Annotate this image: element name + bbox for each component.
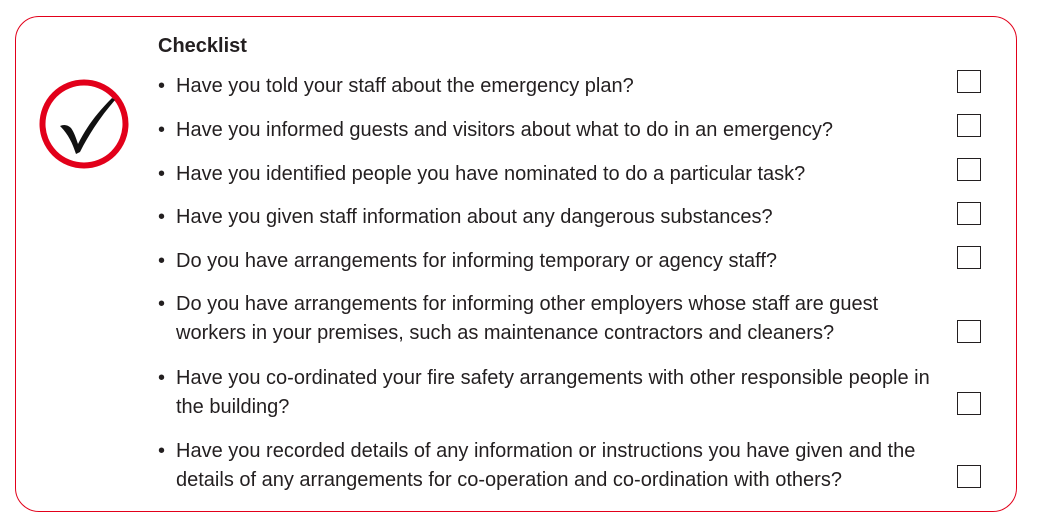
checkbox[interactable] [957, 114, 981, 137]
bullet: • [158, 206, 166, 228]
checklist-item [158, 290, 948, 348]
checklist-item-text: Have you recorded details of any information or instructions you have given and the details of any arrangements for co-operation and co-ordination with others? [176, 440, 916, 491]
bullet: • [158, 119, 166, 141]
checklist-item [158, 72, 948, 101]
checklist-item-text: Have you given staff information about any dangerous substances? [176, 206, 773, 228]
checkbox[interactable] [957, 465, 981, 488]
checkbox[interactable] [957, 246, 981, 269]
checkbox[interactable] [957, 320, 981, 343]
checklist-item-text: Have you identified people you have nominated to do a particular task? [176, 163, 806, 185]
checkbox[interactable] [957, 202, 981, 225]
checklist-item [158, 203, 948, 232]
bullet: • [158, 250, 166, 272]
checklist-item-text: Have you told your staff about the emergency plan? [176, 75, 634, 97]
checklist-item-text: Have you informed guests and visitors about what to do in an emergency? [176, 119, 834, 141]
checklist-item-text: Do you have arrangements for informing temporary or agency staff? [176, 250, 778, 272]
checklist-title: Checklist [158, 35, 247, 57]
checkbox[interactable] [957, 392, 981, 415]
bullet: • [158, 75, 166, 97]
checklist-item [158, 160, 948, 189]
checklist-item [158, 116, 948, 145]
checklist-item [158, 364, 948, 422]
check-mark-circle-icon [38, 78, 130, 170]
checkbox[interactable] [957, 70, 981, 93]
bullet: • [158, 163, 166, 185]
checklist-item-text: Do you have arrangements for informing other employers whose staff are guest workers in your premises, such as maintenance contractors and cleaners? [176, 293, 879, 344]
bullet: • [158, 293, 166, 315]
checklist-item [158, 247, 948, 276]
checkbox[interactable] [957, 158, 981, 181]
bullet: • [158, 440, 166, 462]
bullet: • [158, 367, 166, 389]
checklist-item-text: Have you co-ordinated your fire safety arrangements with other responsible people in the building? [176, 367, 930, 418]
checklist-item [158, 437, 948, 495]
